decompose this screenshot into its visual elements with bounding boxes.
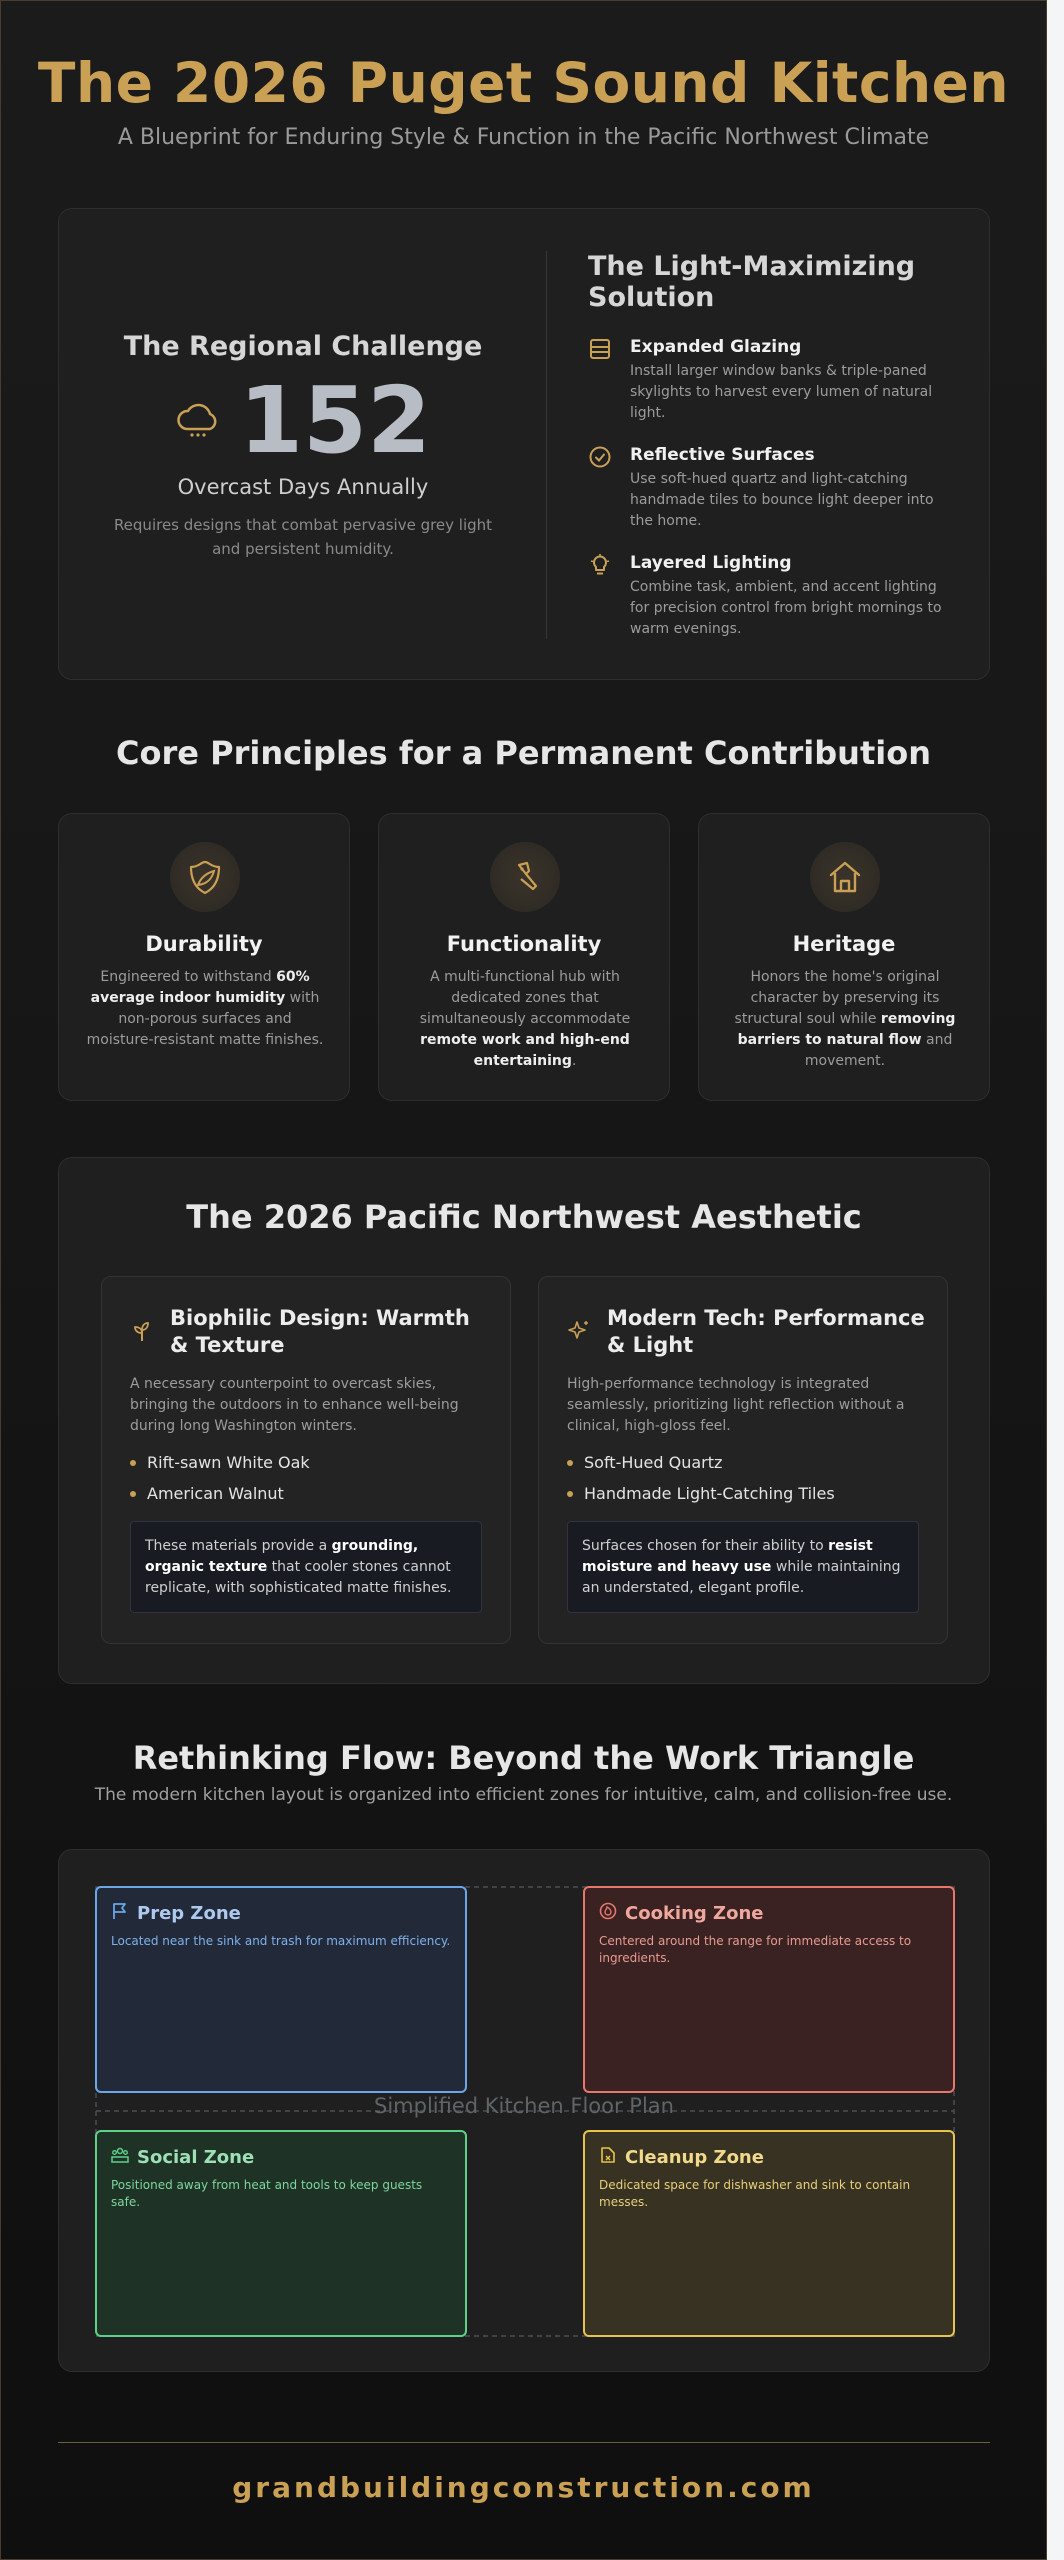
- zone-header: [599, 2146, 939, 2169]
- principle-title: Heritage: [792, 932, 896, 956]
- principle-card-durability: [58, 813, 350, 1101]
- principle-desc: Honors the home's original character by preserving its structural soul while removing barriers to natural flow and movement.: [734, 969, 956, 1069]
- flow-subtitle: The modern kitchen layout is organized into efficient zones for intuitive, calm, and collision-free use.: [94, 1785, 953, 1805]
- floor-plan-card: [58, 1849, 990, 2372]
- principle-desc: Engineered to withstand 60% average indoor humidity with non-porous surfaces and moisture-resistant matte finishes.: [86, 969, 324, 1048]
- principle-card-functionality: [378, 813, 670, 1101]
- solution-panel: [588, 209, 968, 679]
- zone-prep: [95, 1886, 467, 2093]
- house-icon: [810, 842, 880, 912]
- principle-title: Functionality: [446, 932, 602, 956]
- flame-icon: [599, 1902, 617, 1925]
- biophilic-desc: A necessary counterpoint to overcast skies, bringing the outdoors in to enhance well-being during long Washington winters.: [130, 1376, 459, 1434]
- zone-title: Cooking Zone: [625, 1903, 764, 1924]
- challenge-panel: [59, 209, 547, 679]
- flow-heading: Rethinking Flow: Beyond the Work Triangle: [132, 1739, 915, 1777]
- zone-desc: Positioned away from heat and tools to keep guests safe.: [111, 2178, 423, 2209]
- floor-plan-label: Simplified Kitchen Floor Plan: [374, 2094, 674, 2118]
- modern-tech-panel: [538, 1276, 948, 1644]
- aesthetic-heading: The 2026 Pacific Northwest Aesthetic: [186, 1198, 862, 1236]
- solution-item-title: Expanded Glazing: [630, 337, 802, 357]
- lightbulb-icon: [588, 553, 614, 579]
- check-circle-icon: [588, 445, 614, 471]
- zone-cooking: [583, 1886, 955, 2093]
- solution-item-title: Layered Lighting: [630, 553, 792, 573]
- page-subtitle: A Blueprint for Enduring Style & Function in the Pacific Northwest Climate: [117, 125, 930, 150]
- pen-tool-icon: [490, 842, 560, 912]
- footer-website[interactable]: grandbuildingconstruction.com: [232, 2471, 815, 2504]
- zone-cleanup: [583, 2130, 955, 2337]
- list-item: American Walnut: [130, 1484, 284, 1503]
- page-title: The 2026 Puget Sound Kitchen: [37, 51, 1010, 115]
- vertical-divider: [546, 251, 547, 639]
- modern-tech-title: Modern Tech: Performance & Light: [607, 1306, 925, 1357]
- flag-icon: [111, 1902, 129, 1925]
- challenge-heading: The Regional Challenge: [123, 331, 483, 362]
- zone-header: [111, 2146, 451, 2169]
- principle-title: Durability: [145, 932, 263, 956]
- solution-item-desc: Use soft-hued quartz and light-catching handmade tiles to bounce light deeper into the home.: [630, 471, 934, 529]
- zone-title: Prep Zone: [137, 1903, 241, 1924]
- people-icon: [111, 2146, 129, 2169]
- biophilic-note: These materials provide a grounding, organic texture that cooler stones cannot replicate, with sophisticated matte finishes.: [130, 1521, 482, 1613]
- zone-desc: Centered around the range for immediate access to ingredients.: [599, 1934, 912, 1965]
- sink-icon: [599, 2146, 617, 2169]
- shield-leaf-icon: [170, 842, 240, 912]
- solution-item-title: Reflective Surfaces: [630, 445, 815, 465]
- modern-tech-desc: High-performance technology is integrated seamlessly, prioritizing light reflection without a clinical, high-gloss feel.: [567, 1376, 905, 1434]
- sparkles-icon: [567, 1319, 591, 1343]
- principle-desc: A multi-functional hub with dedicated zones that simultaneously accommodate remote work and high-end entertaining.: [419, 969, 631, 1069]
- footer-divider: [58, 2442, 990, 2443]
- zone-desc: Dedicated space for dishwasher and sink to contain messes.: [599, 2178, 911, 2209]
- principle-card-heritage: [698, 813, 990, 1101]
- zone-title: Cleanup Zone: [625, 2147, 764, 2168]
- list-item: Handmade Light-Catching Tiles: [567, 1484, 835, 1503]
- challenge-card: [58, 208, 990, 680]
- cloud-icon: [175, 399, 221, 443]
- solution-item-desc: Install larger window banks & triple-paned skylights to harvest every lumen of natural light.: [630, 363, 933, 421]
- challenge-stat: [59, 367, 547, 474]
- principles-heading: Core Principles for a Permanent Contribution: [116, 734, 931, 772]
- aesthetic-card: [58, 1157, 990, 1684]
- solution-heading: The Light-Maximizing Solution: [588, 251, 916, 313]
- zone-desc: Located near the sink and trash for maximum efficiency.: [111, 1934, 451, 1948]
- sprout-icon: [130, 1319, 154, 1343]
- biophilic-panel: [101, 1276, 511, 1644]
- modern-tech-note: Surfaces chosen for their ability to resist moisture and heavy use while maintaining an understated, elegant profile.: [567, 1521, 919, 1613]
- solution-item-desc: Combine task, ambient, and accent lighting for precision control from bright mornings to warm evenings.: [630, 579, 942, 637]
- zone-social: [95, 2130, 467, 2337]
- list-item: Soft-Hued Quartz: [567, 1453, 722, 1472]
- biophilic-title: Biophilic Design: Warmth & Texture: [170, 1306, 470, 1357]
- overcast-days-number: 152: [238, 367, 432, 474]
- window-icon: [588, 337, 614, 363]
- challenge-caption: Overcast Days Annually: [177, 475, 429, 499]
- list-item: Rift-sawn White Oak: [130, 1453, 310, 1472]
- zone-title: Social Zone: [137, 2147, 255, 2168]
- zone-header: [599, 1902, 939, 1925]
- zone-header: [111, 1902, 451, 1925]
- challenge-note: Requires designs that combat pervasive grey light and persistent humidity.: [113, 516, 493, 558]
